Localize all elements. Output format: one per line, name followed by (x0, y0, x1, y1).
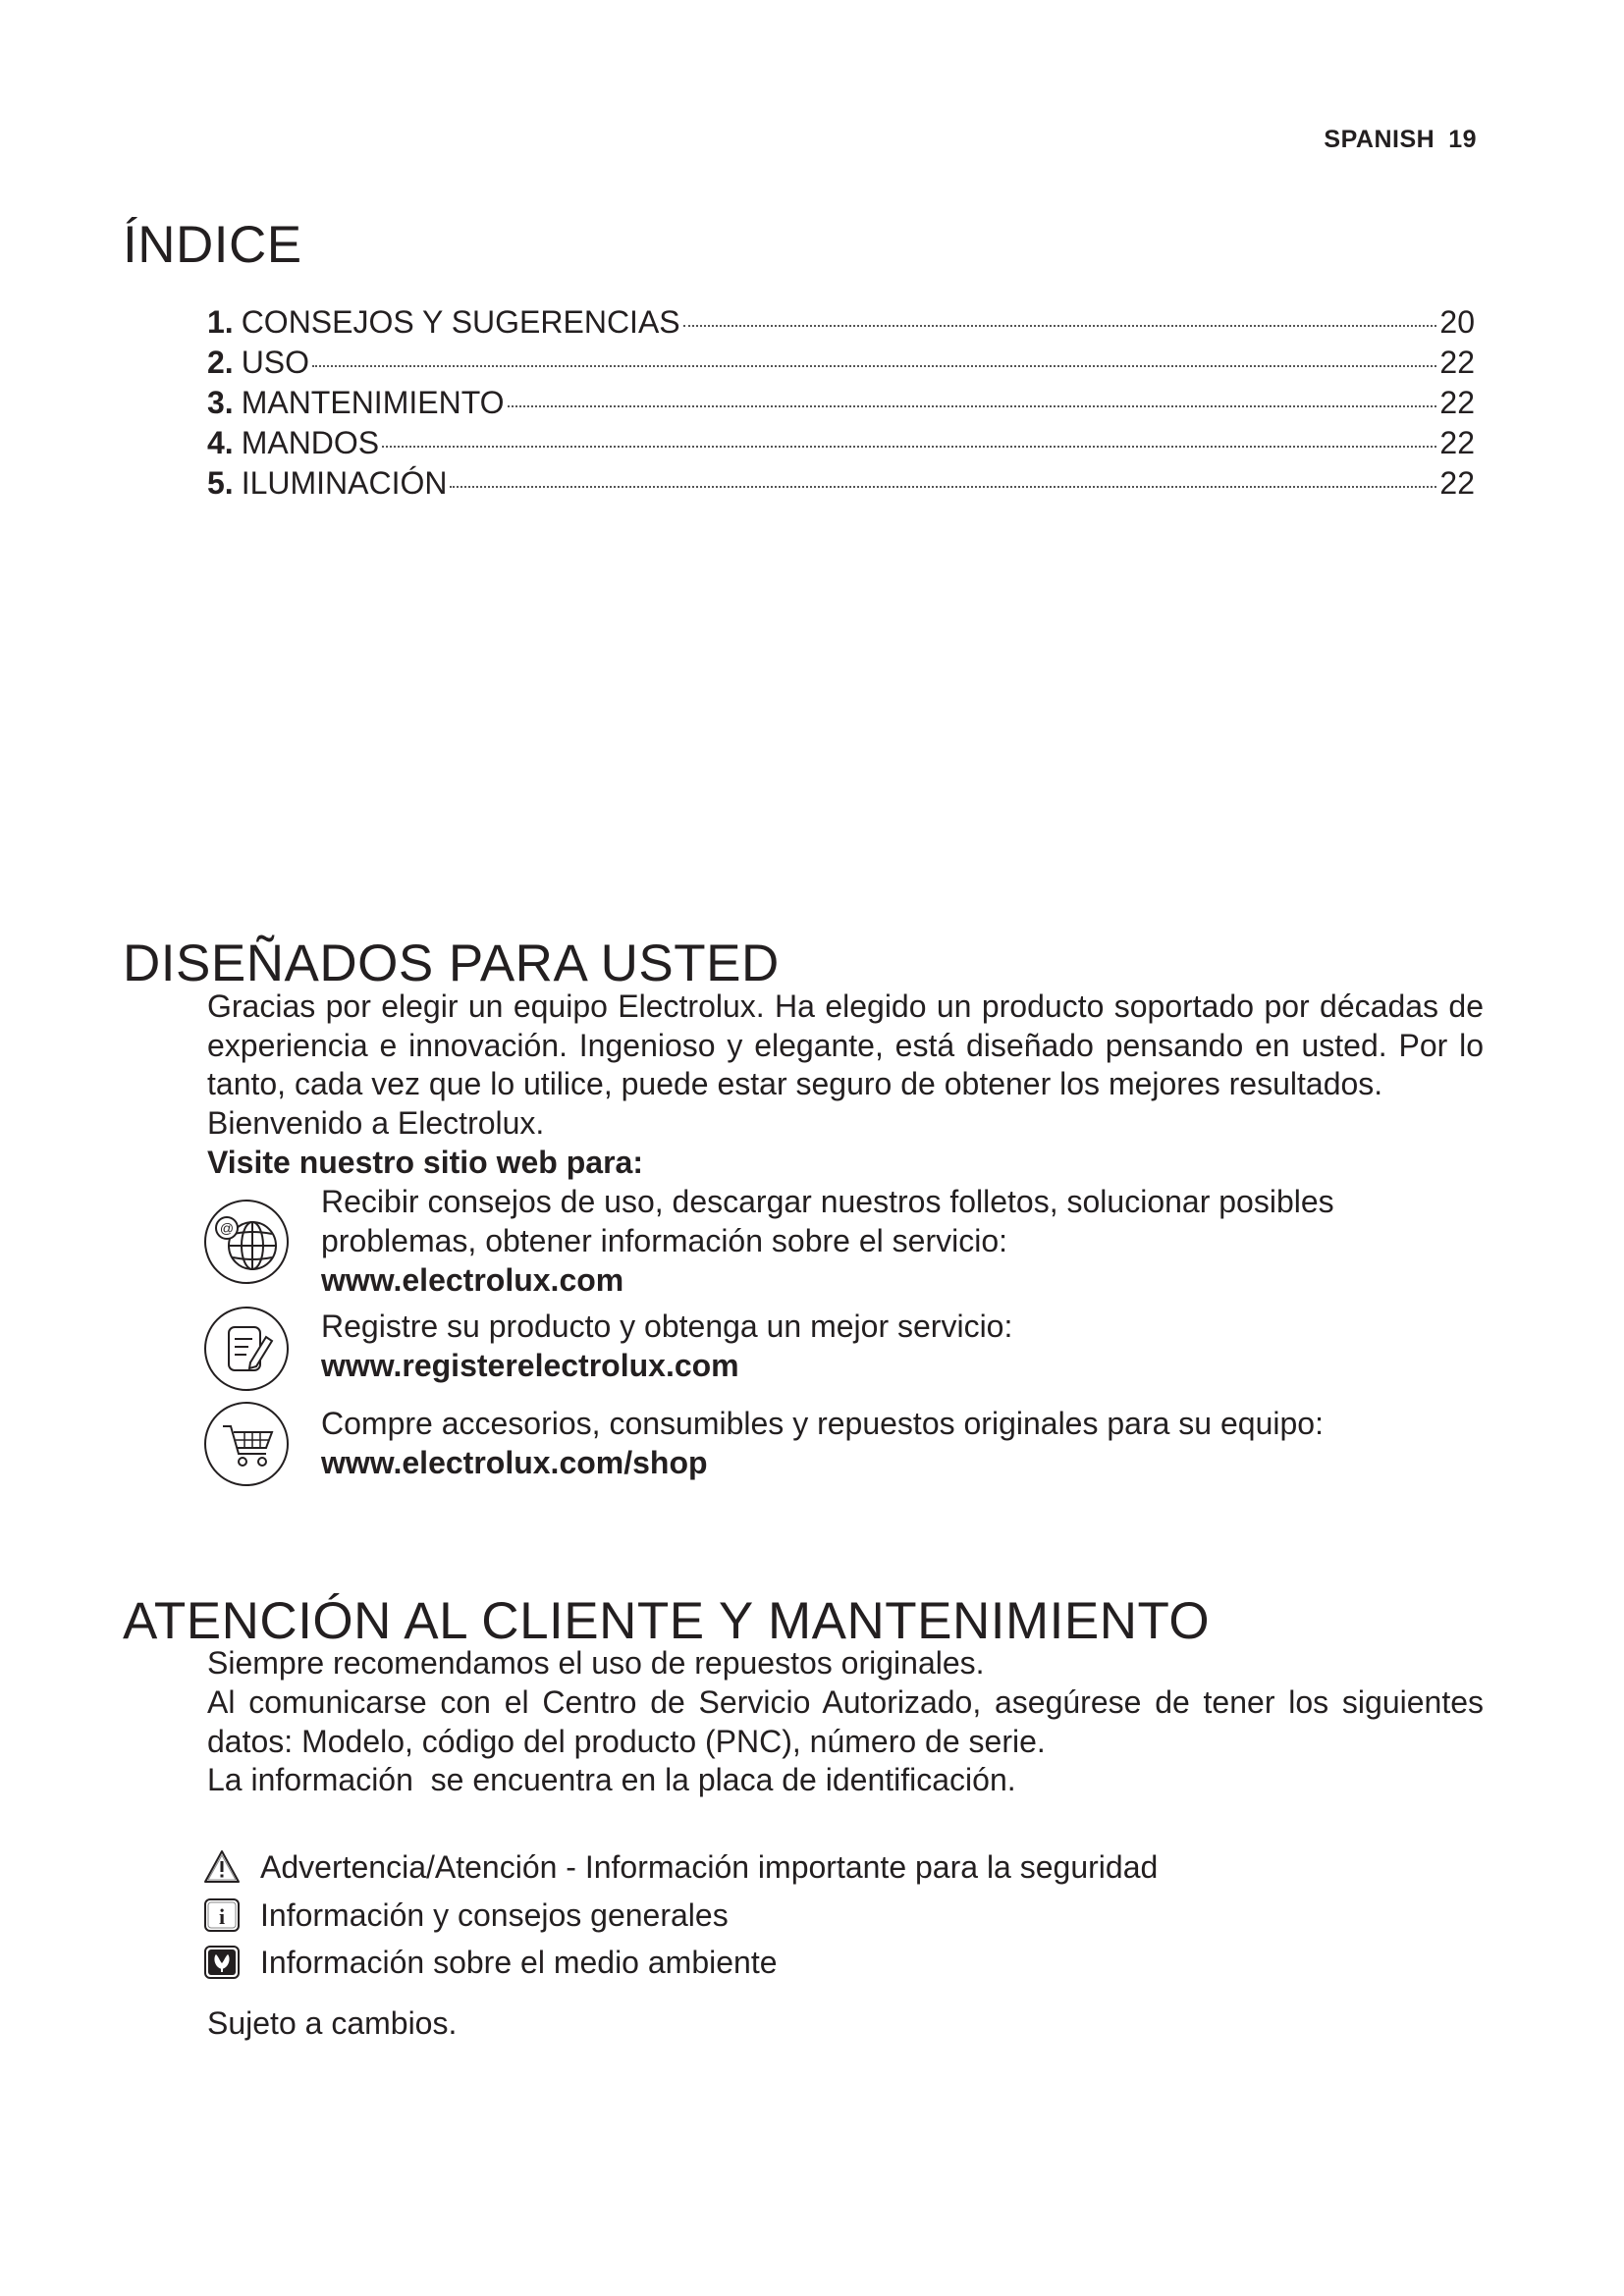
support-line: La información se encuentra en la placa de identificación. (207, 1762, 1016, 1797)
web-item-line: Compre accesorios, consumibles y repuestos originales para su equipo: (321, 1406, 1324, 1441)
toc-item-page: 22 (1439, 465, 1475, 501)
url-link-register[interactable]: www.registerelectrolux.com (321, 1348, 739, 1383)
legend-label: Información sobre el medio ambiente (260, 1945, 778, 1980)
language-label: SPANISH (1324, 126, 1435, 153)
web-item-line: Registre su producto y obtenga un mejor servicio: (321, 1308, 1013, 1344)
visit-heading: Visite nuestro sitio web para: (207, 1145, 643, 1180)
toc-item-page: 22 (1439, 385, 1475, 420)
legend-label: Información y consejos generales (260, 1897, 729, 1933)
web-item-line: Recibir consejos de uso, descargar nuestros folletos, solucionar posibles (321, 1184, 1334, 1219)
designed-title: DISEÑADOS PARA USTED (123, 934, 780, 992)
toc-leader-dots (450, 486, 1436, 488)
toc-item-title: ILUMINACIÓN (241, 465, 448, 501)
register-pen-icon (203, 1306, 290, 1392)
toc-item-number: 2. (207, 345, 234, 380)
web-item-line: problemas, obtener información sobre el servicio: (321, 1223, 1007, 1258)
welcome-text: Bienvenido a Electrolux. (207, 1105, 545, 1141)
toc-leader-dots (683, 325, 1437, 327)
index-title: ÍNDICE (123, 216, 302, 274)
toc-item-title: CONSEJOS Y SUGERENCIAS (241, 304, 680, 340)
toc-item-title: MANTENIMIENTO (241, 385, 505, 420)
table-of-contents (207, 304, 1475, 506)
url-link-shop[interactable]: www.electrolux.com/shop (321, 1445, 708, 1480)
globe-at-icon (203, 1199, 290, 1285)
toc-item[interactable] (207, 425, 1475, 465)
toc-item-number: 5. (207, 465, 234, 501)
support-line: Siempre recomendamos el uso de repuestos originales. (207, 1645, 985, 1681)
toc-item-page: 22 (1439, 425, 1475, 460)
warning-triangle-icon (203, 1848, 241, 1886)
toc-item-number: 3. (207, 385, 234, 420)
toc-leader-dots (508, 405, 1437, 407)
toc-item-title: USO (241, 345, 310, 380)
toc-item-page: 20 (1439, 304, 1475, 340)
toc-leader-dots (312, 365, 1436, 367)
page-header (1324, 126, 1477, 154)
toc-item[interactable] (207, 304, 1475, 345)
url-link-electrolux[interactable]: www.electrolux.com (321, 1262, 624, 1298)
toc-item[interactable] (207, 385, 1475, 425)
toc-item[interactable] (207, 345, 1475, 385)
toc-item-title: MANDOS (241, 425, 380, 460)
toc-item[interactable] (207, 465, 1475, 506)
info-icon (203, 1896, 241, 1934)
designed-paragraph: Gracias por elegir un equipo Electrolux. Ha elegido un producto soportado por décadas de experiencia e innovación. Ingenioso y elegante, está diseñado pensando en usted. Por lo tanto, cada vez que lo utilice, puede estar seguro de obtener los mejores resultados. (207, 988, 1484, 1101)
toc-item-number: 4. (207, 425, 234, 460)
page-number: 19 (1448, 126, 1477, 153)
footer-note: Sujeto a cambios. (207, 2005, 458, 2041)
toc-item-page: 22 (1439, 345, 1475, 380)
support-line: Al comunicarse con el Centro de Servicio Autorizado, asegúrese de tener los siguientes datos: Modelo, código del producto (PNC), número de serie. (207, 1684, 1484, 1759)
shopping-cart-icon (203, 1401, 290, 1487)
support-title: ATENCIÓN AL CLIENTE Y MANTENIMIENTO (123, 1592, 1211, 1650)
svg-text:i: i (218, 1904, 226, 1929)
svg-text:@: @ (219, 1220, 235, 1236)
toc-leader-dots (382, 446, 1436, 448)
environment-leaf-icon (203, 1944, 241, 1981)
legend-label: Advertencia/Atención - Información importante para la seguridad (260, 1849, 1159, 1885)
toc-item-number: 1. (207, 304, 234, 340)
